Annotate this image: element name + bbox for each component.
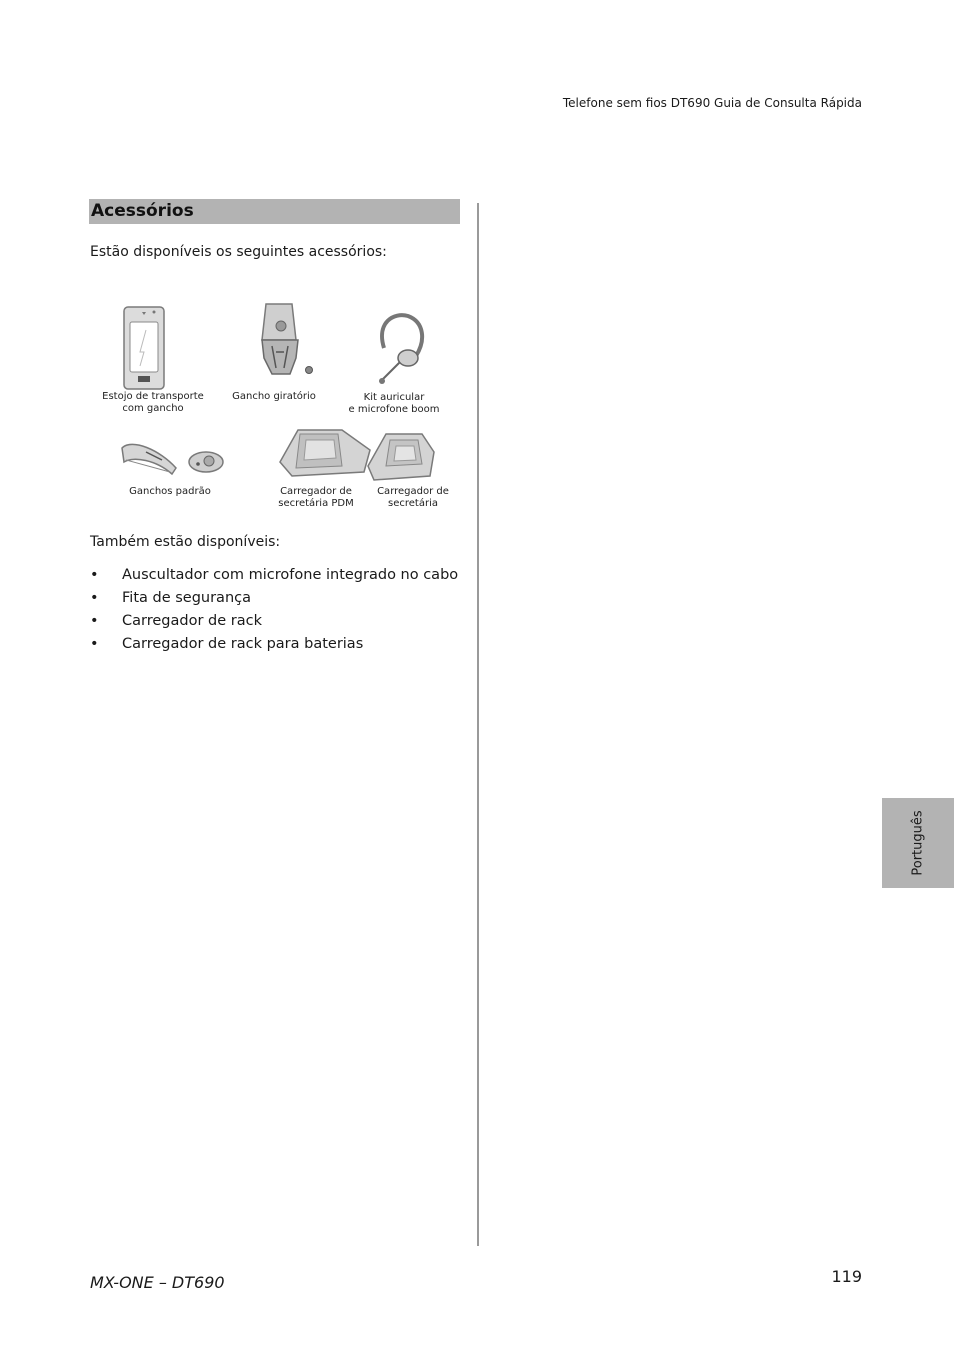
bullet-marker: • bbox=[90, 613, 99, 629]
column-divider bbox=[477, 203, 479, 1246]
caption-desk-charger: Carregador de secretária bbox=[377, 486, 449, 509]
also-available-text: Também estão disponíveis: bbox=[90, 534, 281, 550]
standard-clips-illustration bbox=[122, 444, 223, 474]
running-header: Telefone sem fios DT690 Guia de Consulta Rápida bbox=[562, 96, 862, 110]
desk-charger-illustration bbox=[368, 434, 434, 480]
intro-text: Estão disponíveis os seguintes acessórios: bbox=[90, 244, 387, 260]
carrying-case-illustration bbox=[124, 307, 164, 389]
caption-carrying-case: Estojo de transporte com gancho bbox=[102, 391, 204, 414]
caption-standard-clips: Ganchos padrão bbox=[129, 486, 211, 497]
language-tab-label: Português bbox=[910, 810, 926, 876]
bullet-marker: • bbox=[90, 567, 99, 583]
bullet-marker: • bbox=[90, 590, 99, 606]
caption-headset: Kit auricular e microfone boom bbox=[348, 392, 440, 415]
swivel-clip-illustration bbox=[262, 304, 313, 374]
accessories-figure bbox=[100, 300, 460, 515]
section-title: Acessórios bbox=[91, 201, 194, 221]
caption-swivel-clip: Gancho giratório bbox=[232, 391, 316, 402]
caption-pdm-charger: Carregador de secretária PDM bbox=[278, 486, 354, 509]
language-tab bbox=[882, 798, 954, 888]
footer-product: MX-ONE – DT690 bbox=[90, 1273, 225, 1292]
page-number: 119 bbox=[831, 1267, 862, 1286]
section-heading-bar bbox=[89, 199, 460, 224]
bullet-marker: • bbox=[90, 636, 99, 652]
pdm-charger-illustration bbox=[280, 430, 370, 476]
headset-illustration bbox=[379, 315, 422, 384]
